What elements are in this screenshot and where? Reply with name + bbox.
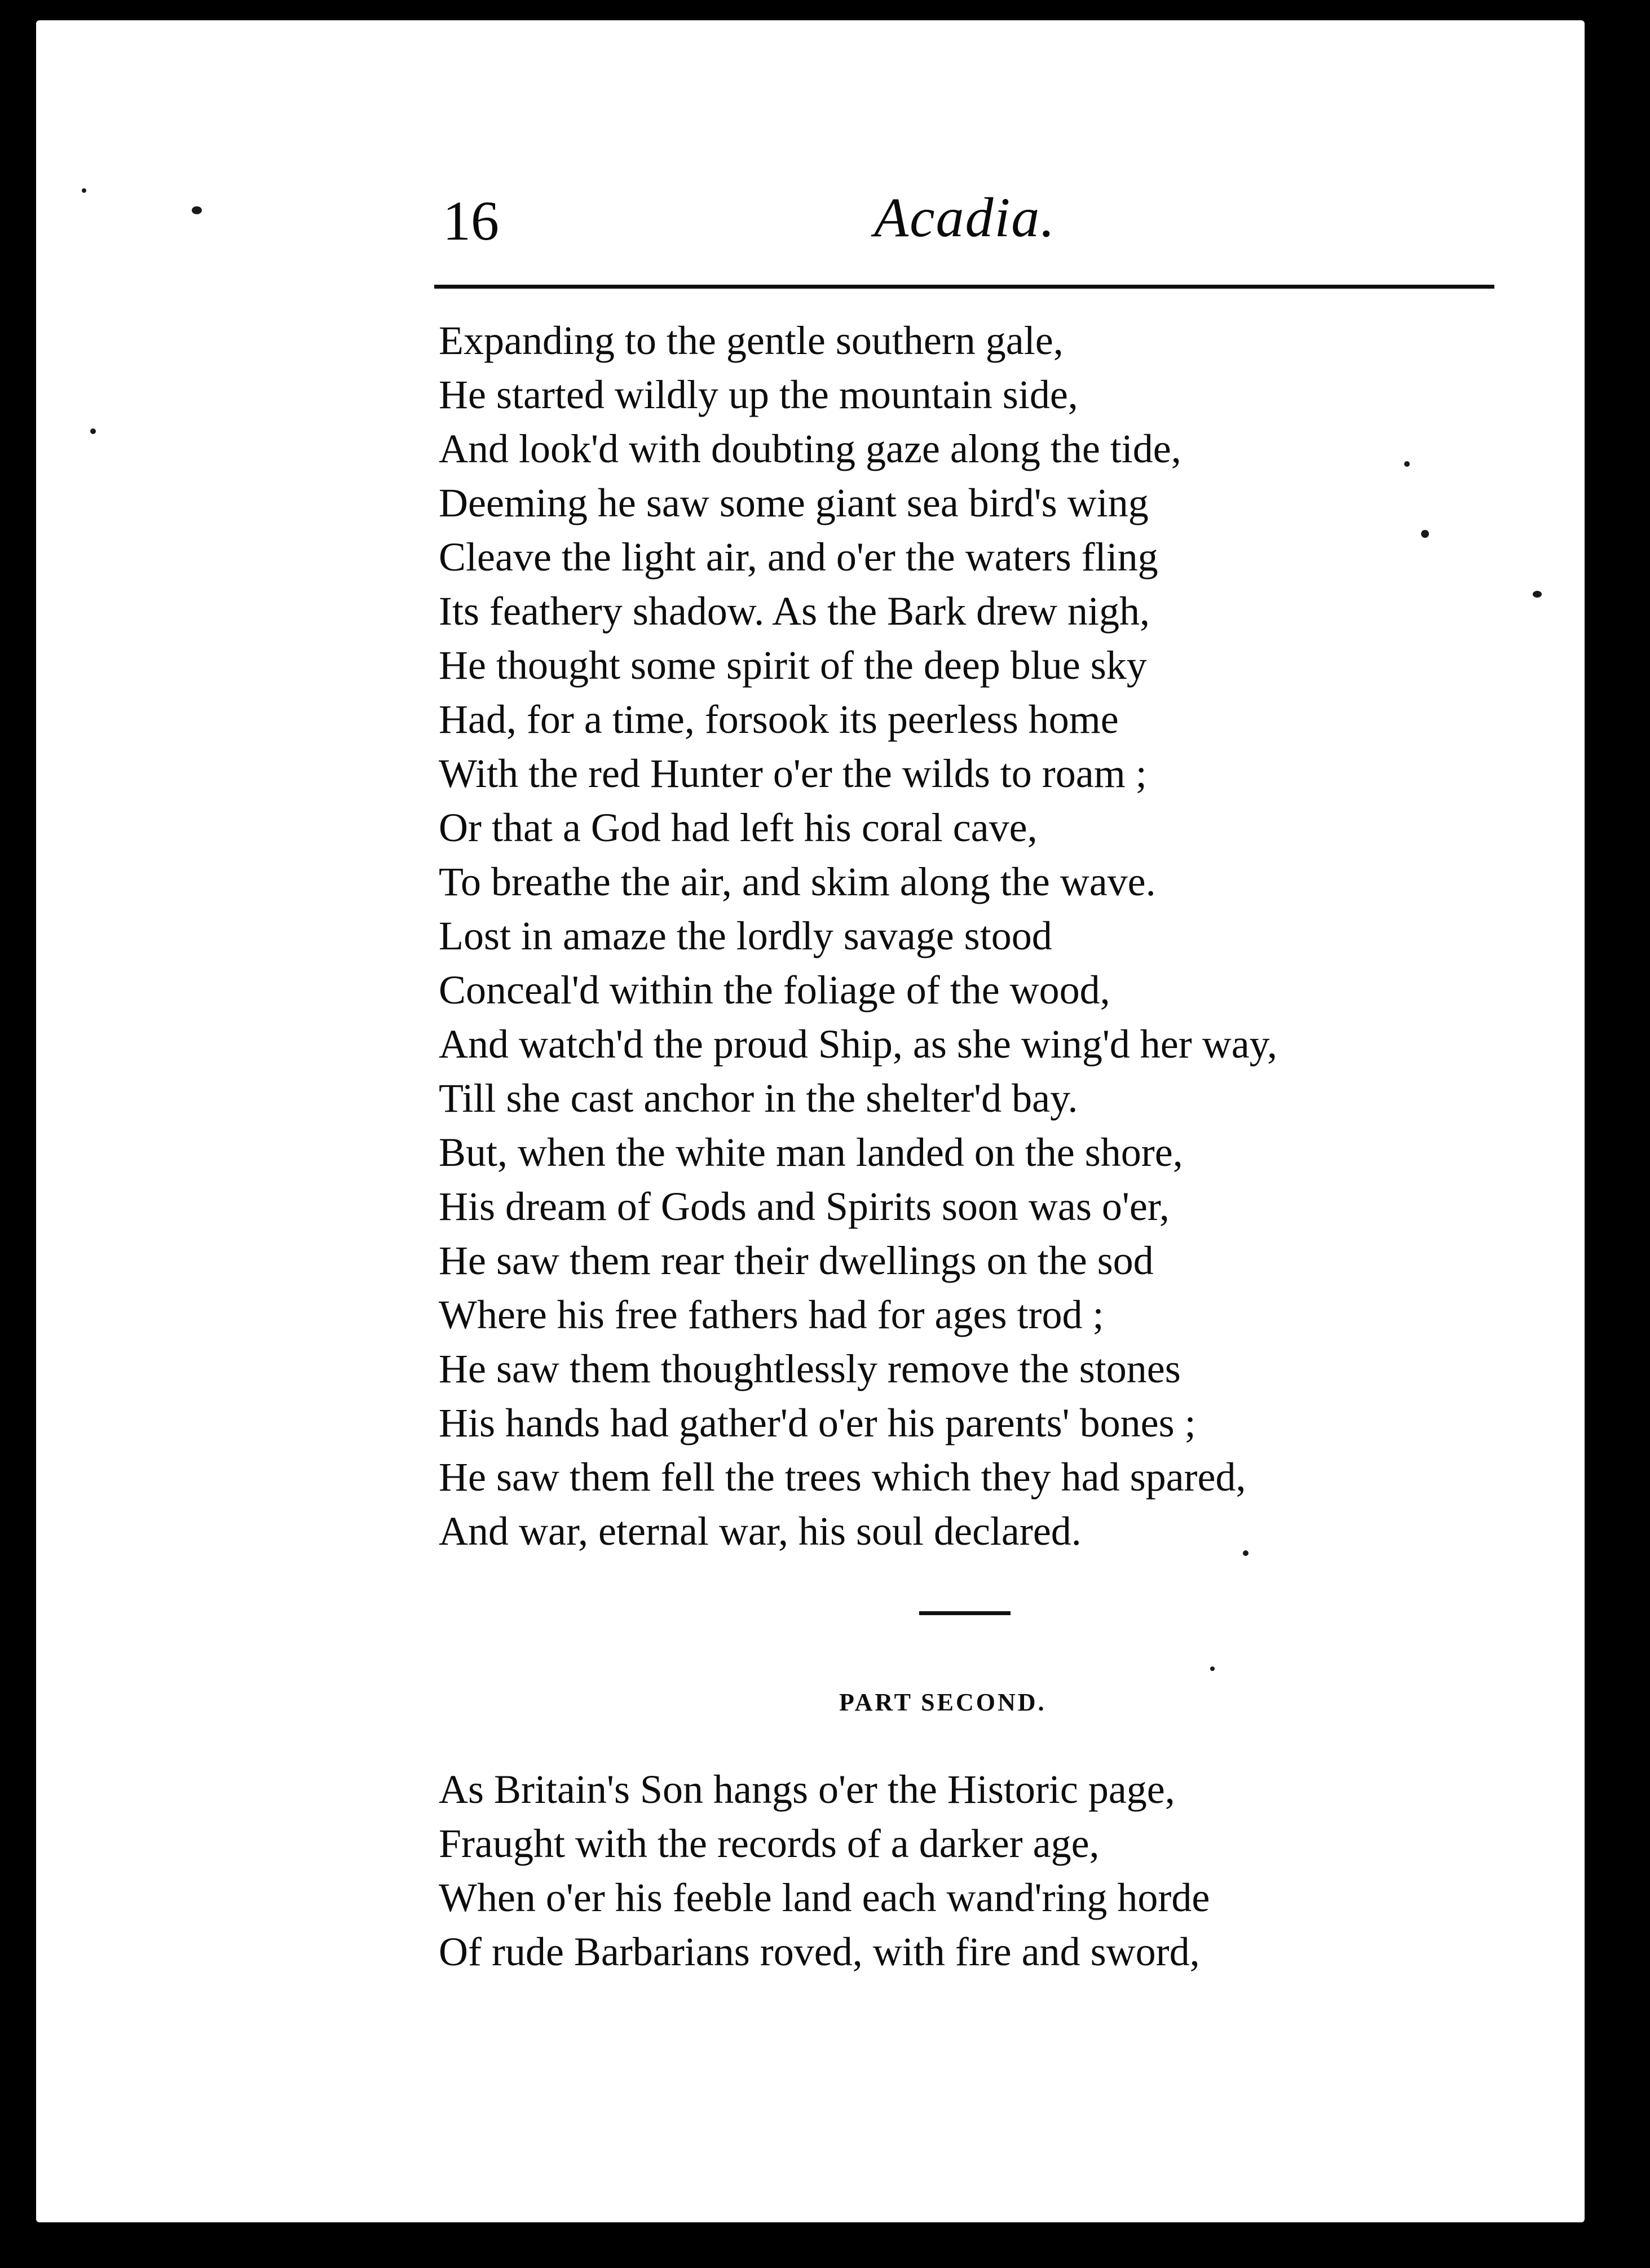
poem-line: He started wildly up the mountain side, <box>439 372 1078 417</box>
poem-line: Deeming he saw some giant sea bird's wing <box>439 480 1149 525</box>
scan-speck <box>90 428 96 434</box>
poem-line: And watch'd the proud Ship, as she wing'd her way, <box>439 1022 1278 1067</box>
part-two-stanza <box>439 1762 1210 1979</box>
section-divider <box>919 1611 1011 1615</box>
poem-line: When o'er his feeble land each wand'ring horde <box>439 1875 1210 1920</box>
poem-line: Fraught with the records of a darker age, <box>439 1821 1100 1866</box>
part-one-stanza <box>439 313 1277 1558</box>
poem-line: Expanding to the gentle southern gale, <box>439 318 1064 363</box>
poem-line: He saw them fell the trees which they had spared, <box>439 1454 1246 1500</box>
poem-line: As Britain's Son hangs o'er the Historic page, <box>439 1767 1175 1812</box>
page-number: 16 <box>443 189 499 252</box>
poem-line: But, when the white man landed on the shore, <box>439 1130 1183 1175</box>
poem-line: He saw them thoughtlessly remove the stones <box>439 1346 1181 1391</box>
part-heading: PART SECOND. <box>839 1688 1047 1716</box>
poem-line: Cleave the light air, and o'er the waters fling <box>439 534 1158 580</box>
poem-line: And look'd with doubting gaze along the tide, <box>439 426 1181 471</box>
poem-line: Had, for a time, forsook its peerless home <box>439 697 1119 742</box>
poem-line: Where his free fathers had for ages trod ; <box>439 1292 1104 1337</box>
scan-speck <box>1210 1666 1215 1671</box>
poem-line: Lost in amaze the lordly savage stood <box>439 913 1052 958</box>
poem-line: He saw them rear their dwellings on the sod <box>439 1238 1154 1283</box>
poem-line: Till she cast anchor in the shelter'd bay. <box>439 1076 1078 1121</box>
poem-line: To breathe the air, and skim along the wave. <box>439 859 1156 904</box>
poem-line: And war, eternal war, his soul declared. <box>439 1509 1082 1554</box>
scan-speck <box>1421 530 1429 538</box>
scan-speck <box>1243 1550 1248 1556</box>
poem-line: Its feathery shadow. As the Bark drew nigh, <box>439 589 1150 634</box>
poem-line: Conceal'd within the foliage of the wood, <box>439 967 1110 1013</box>
poem-line: His dream of Gods and Spirits soon was o'er, <box>439 1184 1170 1229</box>
poem-line: He thought some spirit of the deep blue sky <box>439 643 1147 688</box>
poem-line: With the red Hunter o'er the wilds to roam ; <box>439 751 1147 796</box>
poem-line: Or that a God had left his coral cave, <box>439 805 1038 850</box>
header-rule <box>434 285 1494 289</box>
poem-line: Of rude Barbarians roved, with fire and sword, <box>439 1929 1200 1974</box>
running-title: Acadia. <box>874 186 1056 249</box>
scan-speck <box>1404 461 1410 467</box>
scan-speck <box>1533 591 1542 598</box>
scan-speck <box>82 188 86 193</box>
scan-speck <box>192 206 202 214</box>
poem-line: His hands had gather'd o'er his parents' bones ; <box>439 1400 1196 1445</box>
